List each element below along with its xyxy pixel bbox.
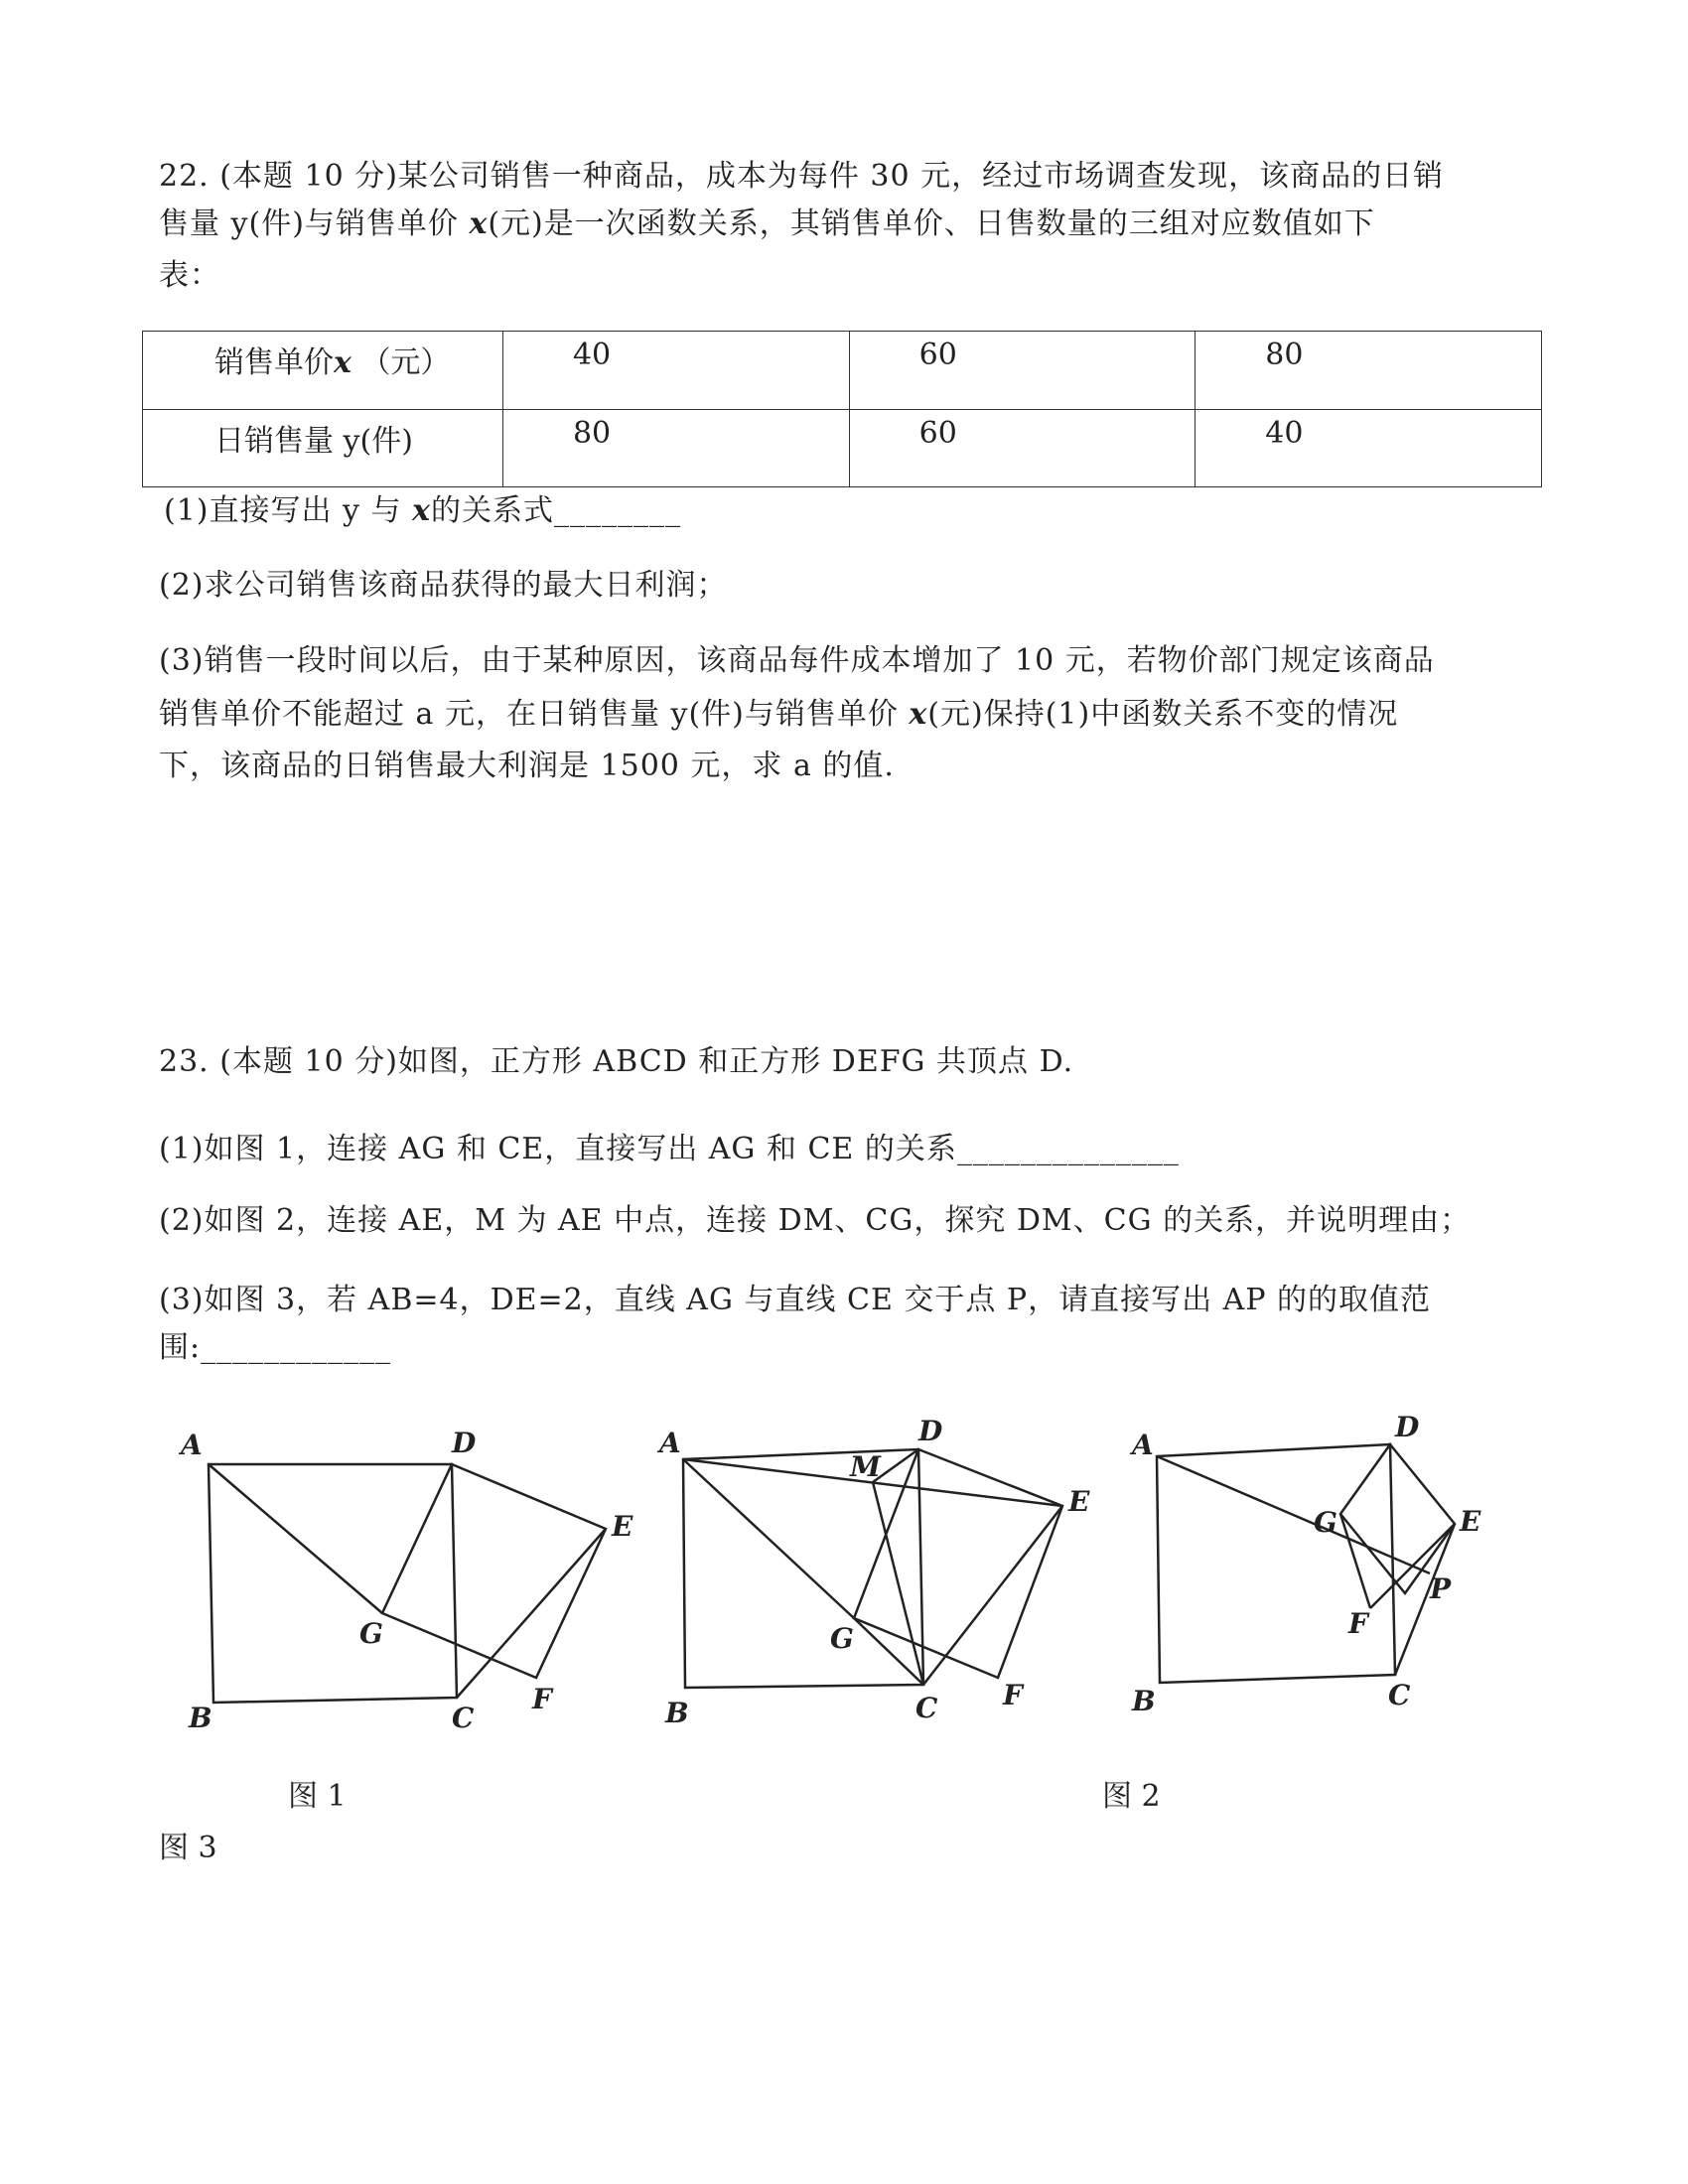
label-a: A — [1132, 1429, 1154, 1461]
table-row — [143, 409, 1542, 487]
table-header-price: 销售单价x （元） — [143, 332, 503, 410]
label-g: G — [359, 1617, 383, 1650]
q22-line1: 22. (本题 10 分)某公司销售一种商品，成本为每件 30 元，经过市场调查发现，该商品的日销 — [159, 159, 1445, 194]
var-x: x — [469, 206, 489, 241]
table-cell: 80 — [502, 409, 849, 487]
label-e: E — [1068, 1485, 1090, 1518]
label-c: C — [915, 1692, 938, 1724]
label-d: D — [918, 1415, 943, 1447]
label-f: F — [532, 1683, 552, 1715]
table-cell: 40 — [1196, 409, 1542, 487]
figure-3 — [1122, 1411, 1519, 1746]
caption-figure-1: 图 1 — [288, 1779, 347, 1814]
figure-2 — [655, 1415, 1112, 1746]
segment-mc — [873, 1482, 923, 1685]
q22-line2b: (元)是一次函数关系，其销售单价、日售数量的三组对应数值如下 — [488, 206, 1375, 241]
label-b: B — [189, 1702, 212, 1734]
label-f: F — [1003, 1679, 1023, 1711]
label-g: G — [1314, 1506, 1337, 1539]
q23-part1: (1)如图 1，连接 AG 和 CE，直接写出 AG 和 CE 的关系______________ — [159, 1132, 1180, 1166]
q22-line2 — [159, 205, 1375, 244]
square-abcd — [209, 1464, 457, 1703]
line-ag — [1157, 1456, 1430, 1573]
label-b: B — [1132, 1685, 1156, 1717]
label-d: D — [452, 1427, 477, 1459]
q23-part3-line2: 围:____________ — [159, 1330, 392, 1365]
table-header-volume: 日销售量 y(件) — [143, 409, 503, 487]
q22-line2a: 售量 y(件)与销售单价 — [159, 206, 470, 241]
q22-part3-line3: 下，该商品的日销售最大利润是 1500 元，求 a 的值. — [159, 749, 895, 783]
label-p: P — [1430, 1572, 1452, 1605]
segment-ce — [457, 1529, 606, 1698]
q23-part3-line1: (3)如图 3，若 AB=4，DE=2，直线 AG 与直线 CE 交于点 P，请直接写出 AP 的的取值范 — [159, 1283, 1432, 1317]
square-defg — [382, 1464, 606, 1678]
table-cell: 60 — [849, 409, 1196, 487]
label-f: F — [1348, 1607, 1368, 1640]
label-c: C — [452, 1702, 475, 1734]
segment-gf — [1340, 1514, 1370, 1608]
figure-1 — [169, 1415, 645, 1746]
segment-ce — [923, 1506, 1062, 1685]
segment-cg — [854, 1618, 923, 1685]
table-cell: 40 — [502, 332, 849, 410]
caption-figure-2: 图 2 — [1102, 1779, 1161, 1814]
label-a: A — [659, 1427, 681, 1459]
table-cell: 60 — [849, 332, 1196, 410]
segment-ag — [683, 1459, 854, 1618]
square-abcd — [1157, 1444, 1395, 1683]
figure-1-svg — [169, 1415, 645, 1742]
label-g: G — [830, 1622, 854, 1655]
label-m: M — [850, 1450, 881, 1483]
figure-2-svg — [655, 1415, 1112, 1742]
sales-table — [142, 331, 1542, 487]
segment-ag — [209, 1464, 382, 1613]
q22-line3: 表： — [159, 258, 220, 293]
label-d: D — [1395, 1411, 1420, 1443]
label-a: A — [181, 1429, 203, 1461]
label-b: B — [665, 1697, 689, 1729]
table-cell: 80 — [1196, 332, 1542, 410]
label-e: E — [612, 1510, 633, 1543]
label-c: C — [1388, 1679, 1411, 1711]
figure-3-svg — [1122, 1411, 1519, 1742]
caption-figure-3: 图 3 — [159, 1831, 217, 1865]
q23-line1: 23. (本题 10 分)如图，正方形 ABCD 和正方形 DEFG 共顶点 D. — [159, 1044, 1074, 1079]
q22-part1: (1)直接写出 y 与 x的关系式________ — [164, 493, 681, 528]
q23-part2: (2)如图 2，连接 AE，M 为 AE 中点，连接 DM、CG，探究 DM、CG 的关系，并说明理由； — [159, 1203, 1472, 1238]
q22-part2: (2)求公司销售该商品获得的最大日利润； — [159, 568, 728, 603]
label-e: E — [1460, 1505, 1481, 1538]
q22-part3-line2: 销售单价不能超过 a 元，在日销售量 y(件)与销售单价 x(元)保持(1)中函数关系不变的情况 — [159, 697, 1399, 732]
table-row — [143, 332, 1542, 410]
q22-part3-line1: (3)销售一段时间以后，由于某种原因，该商品每件成本增加了 10 元，若物价部门规定该商品 — [159, 643, 1435, 678]
